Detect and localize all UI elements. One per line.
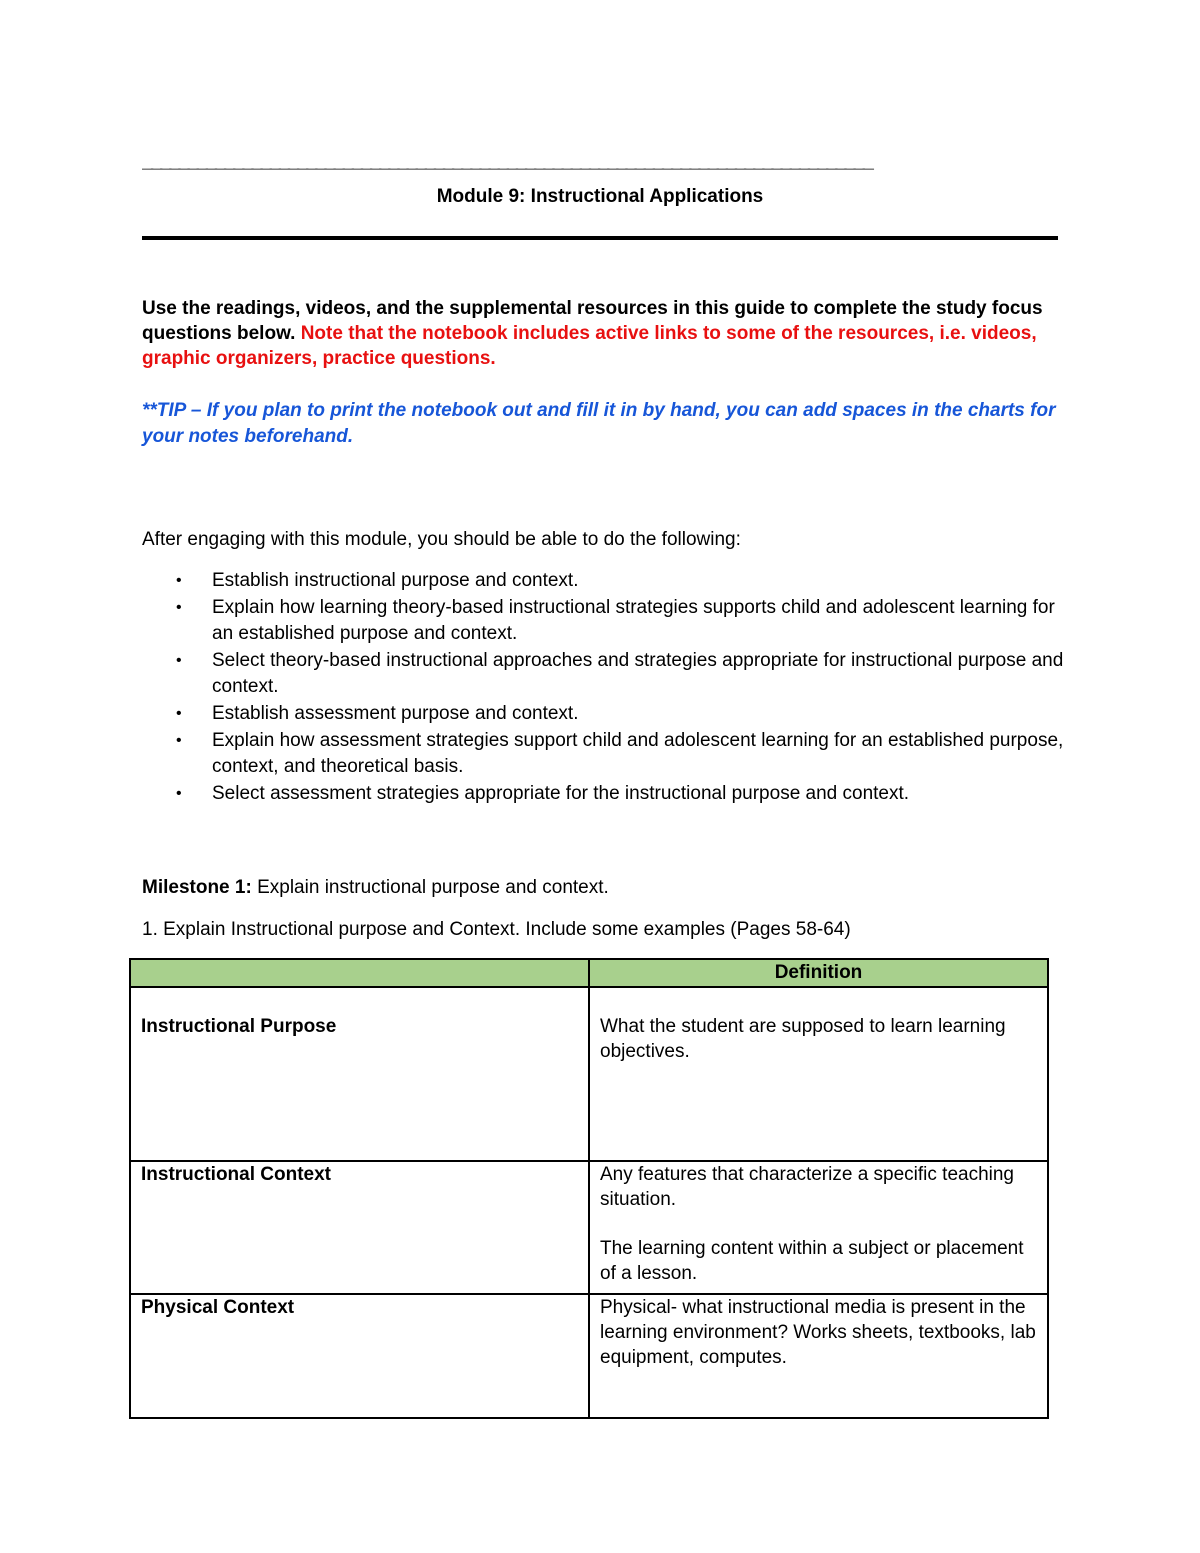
- table-header-blank: [130, 959, 589, 987]
- question-text: 1. Explain Instructional purpose and Context. Include some examples (Pages 58-64): [142, 919, 851, 940]
- list-item: • Select assessment strategies appropriate for the instructional purpose and context.: [142, 781, 1072, 808]
- intro-paragraph: [142, 296, 1072, 371]
- bullet-icon: •: [176, 572, 182, 589]
- tip-paragraph: **TIP – If you plan to print the notebook out and fill it in by hand, you can add spaces in the charts for your notes beforehand.: [142, 400, 1056, 447]
- header-dash-line: ________________________________________________________________________________: [142, 150, 872, 172]
- milestone-label: Milestone 1:: [142, 877, 252, 898]
- table-row: [130, 1161, 1048, 1294]
- bullet-icon: •: [176, 784, 182, 802]
- intro-black-text: Use the readings, videos, and the supplemental resources in this guide to complete the study focus questions below.: [142, 298, 1043, 344]
- definition-text: The learning content within a subject or placement of a lesson.: [600, 1238, 1024, 1284]
- definition-text: Any features that characterize a specific teaching situation.: [600, 1164, 1015, 1210]
- list-item: • Establish assessment purpose and context.: [142, 701, 1072, 728]
- objectives-list: [142, 568, 1072, 807]
- definition-cell: [589, 1161, 1048, 1294]
- term-cell: Physical Context: [130, 1294, 589, 1418]
- page-title: Module 9: Instructional Applications: [436, 186, 764, 207]
- term-cell: Instructional Context: [130, 1161, 589, 1294]
- bullet-icon: •: [176, 704, 182, 722]
- header-rule: [142, 236, 1058, 240]
- milestone-text: Explain instructional purpose and context.: [257, 877, 609, 898]
- objectives-lead: After engaging with this module, you should be able to do the following:: [142, 529, 741, 550]
- intro-red-text: Note that the notebook includes active links to some of the resources, i.e. videos, graphic organizers, practice questions.: [142, 323, 1037, 369]
- definition-text: What the student are supposed to learn learning objectives.: [600, 1016, 1006, 1062]
- term-cell: Instructional Purpose: [130, 987, 589, 1161]
- list-item: • Select theory-based instructional approaches and strategies appropriate for instructional purpose and context.: [176, 649, 1064, 698]
- definition-text: Physical- what instructional media is present in the learning environment? Works sheets, textbooks, lab equipment, computes.: [600, 1297, 1036, 1368]
- list-item: • Explain how learning theory-based instructional strategies supports child and adolescent learning for an established purpose and context.: [176, 596, 1055, 645]
- list-item: • Establish instructional purpose and context.: [142, 568, 1072, 595]
- bullet-icon: •: [176, 651, 182, 669]
- table-header-definition: Definition: [589, 959, 1048, 987]
- milestone-heading: [142, 875, 609, 901]
- list-item: • Explain how assessment strategies support child and adolescent learning for an established purpose, context, and theoretical basis.: [176, 729, 1064, 778]
- table-row: [130, 987, 1048, 1161]
- bullet-icon: •: [176, 731, 182, 749]
- bullet-icon: •: [176, 598, 182, 616]
- definition-table: [129, 958, 1049, 1419]
- definition-cell: [589, 987, 1048, 1161]
- table-row: [130, 1294, 1048, 1418]
- definition-cell: [589, 1294, 1048, 1418]
